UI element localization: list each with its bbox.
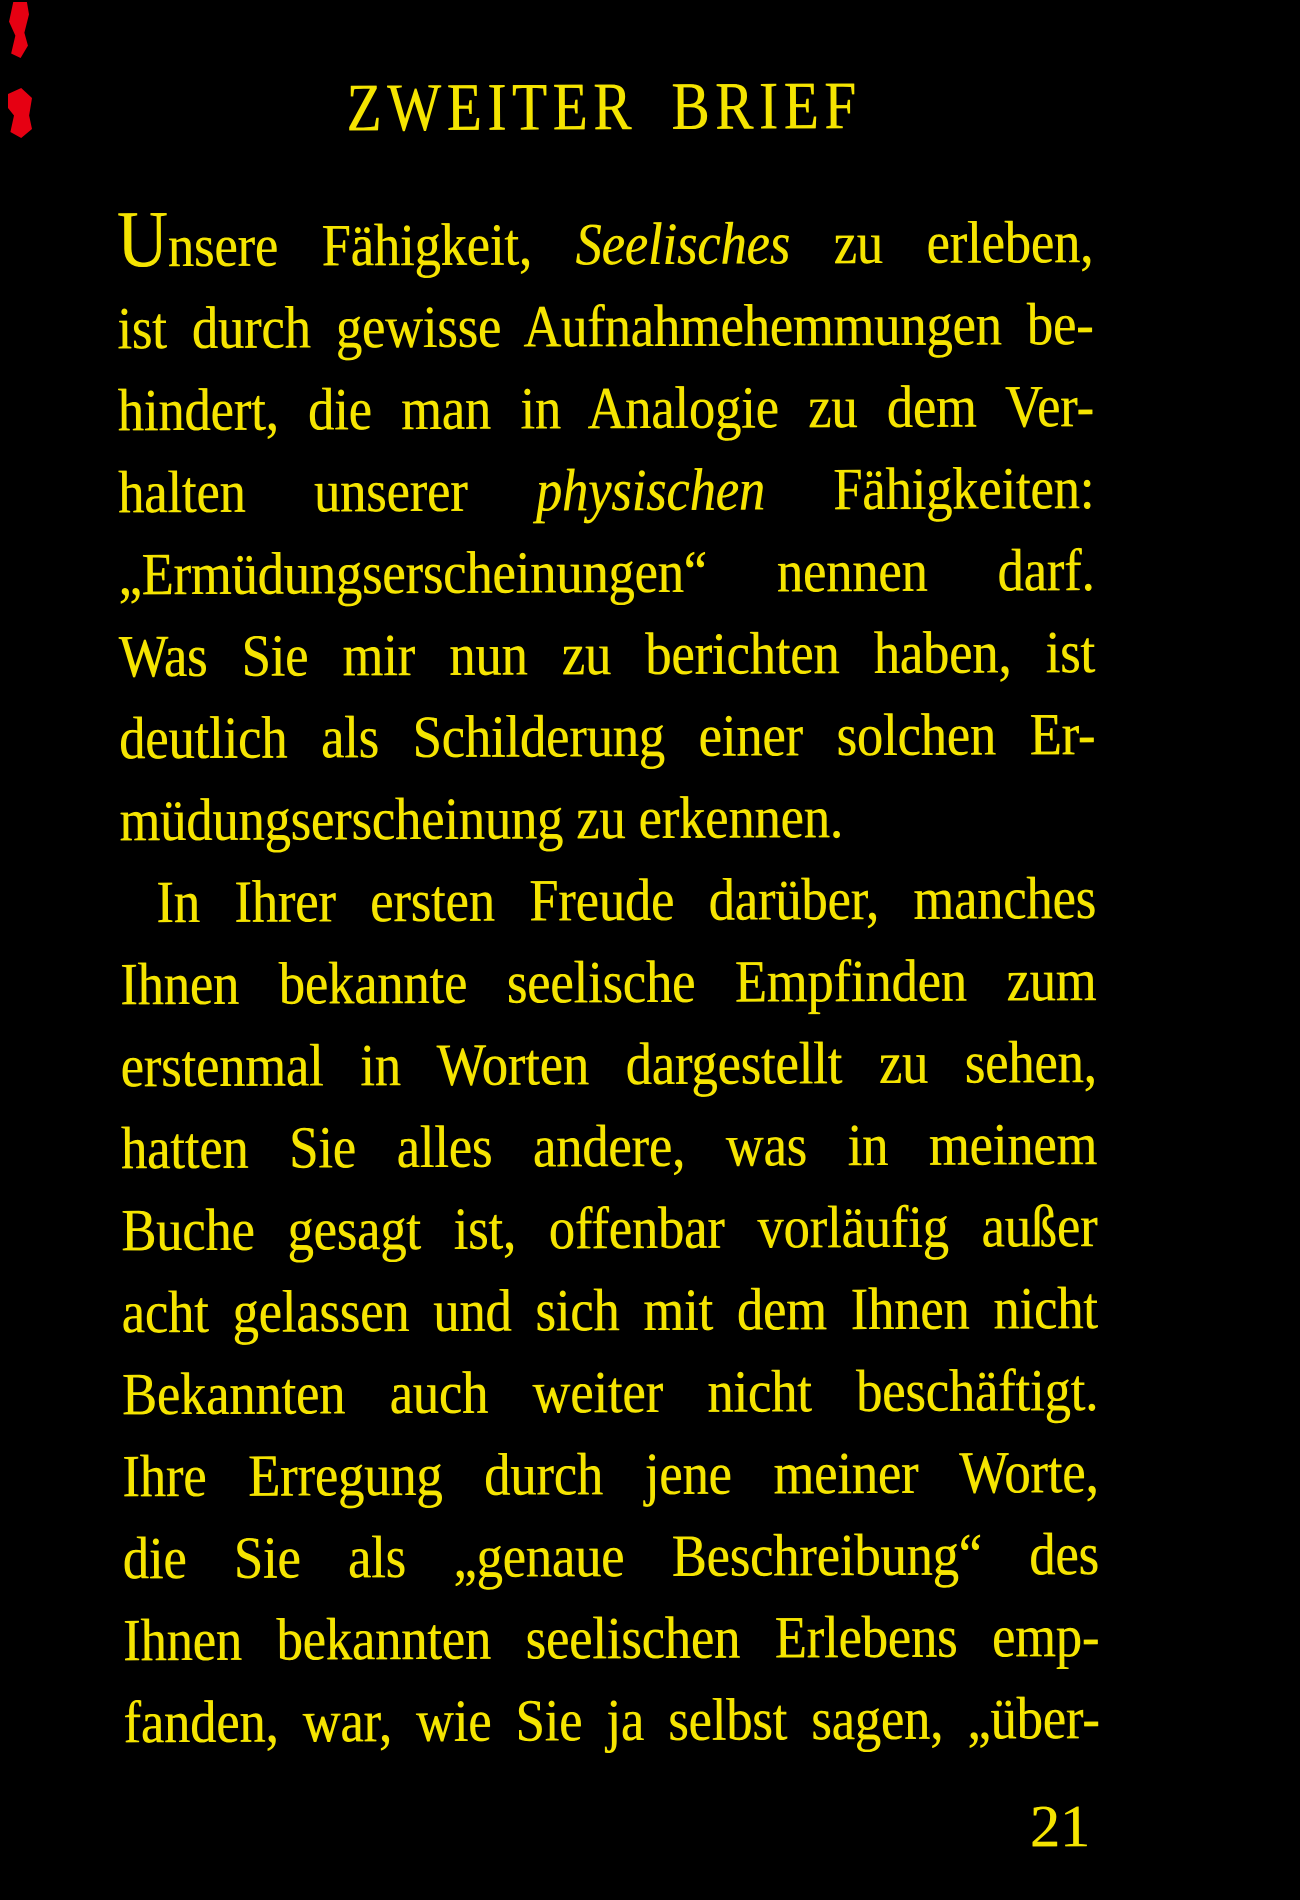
text-segment: deutlich als Schilderung einer solchen Er-: [118, 701, 1096, 772]
text-line: [119, 775, 1095, 861]
text-segment: nsere Fähigkeit,: [167, 211, 576, 280]
chapter-title: ZWEITER BRIEF: [346, 67, 863, 146]
text-line: [122, 1431, 1098, 1517]
text-line: [117, 283, 1093, 369]
body-text: [116, 194, 1100, 1763]
text-line: [117, 365, 1093, 451]
text-line: [121, 1103, 1097, 1189]
text-line: [122, 1513, 1098, 1599]
text-segment: zu erleben,: [789, 209, 1094, 277]
text-segment: müdungserscheinung zu erkennen.: [119, 784, 843, 854]
text-segment: erstenmal in Worten dargestellt zu sehen,: [120, 1029, 1097, 1100]
text-segment: Bekannten auch weiter nicht beschäftigt.: [121, 1357, 1099, 1428]
text-segment: Ihre Erregung durch jene meiner Worte,: [122, 1439, 1099, 1510]
text-line: [123, 1595, 1099, 1681]
text-line: [120, 857, 1096, 943]
text-line: [120, 939, 1096, 1025]
text-segment: acht gelassen und sich mit dem Ihnen nicht: [121, 1275, 1098, 1346]
text-line: [116, 194, 1094, 287]
text-line: [119, 693, 1095, 779]
text-segment: halten unserer: [117, 457, 536, 526]
text-segment: Was Sie mir nun zu berichten haben, ist: [118, 619, 1095, 690]
text-segment: die Sie als „genaue Beschreibung“ des: [122, 1521, 1099, 1592]
text-line: [123, 1677, 1099, 1763]
text-line: [118, 529, 1094, 615]
text-segment: fanden, war, wie Sie ja selbst sagen, „über-: [123, 1685, 1100, 1756]
text-line: [121, 1267, 1097, 1353]
drop-cap: U: [116, 194, 168, 285]
text-segment: hatten Sie alles andere, was in meinem: [120, 1111, 1098, 1182]
text-segment: In Ihrer ersten Freude darüber, manches: [156, 865, 1097, 936]
text-segment: Buche gesagt ist, offenbar vorläufig außer: [121, 1193, 1098, 1264]
text-segment: Ihnen bekannten seelischen Erlebens emp-: [122, 1603, 1100, 1674]
text-line: [119, 611, 1095, 697]
chapter-heading-row: [116, 67, 1092, 146]
text-line: [118, 447, 1094, 533]
italic-text: Seelisches: [575, 210, 791, 278]
text-segment: Fähigkeiten:: [764, 455, 1095, 523]
text-line: [121, 1185, 1097, 1271]
text-segment: Ihnen bekannte seelische Empfinden zum: [120, 947, 1097, 1018]
text-segment: ist durch gewisse Aufnahmehemmungen be-: [117, 291, 1094, 362]
text-line: [122, 1349, 1098, 1435]
italic-text: physischen: [535, 456, 765, 524]
text-line: [120, 1021, 1096, 1107]
text-segment: hindert, die man in Analogie zu dem Ver-: [117, 373, 1094, 444]
page-number: 21: [1029, 1793, 1090, 1860]
text-segment: „Ermüdungserscheinungen“ nennen darf.: [118, 537, 1095, 608]
